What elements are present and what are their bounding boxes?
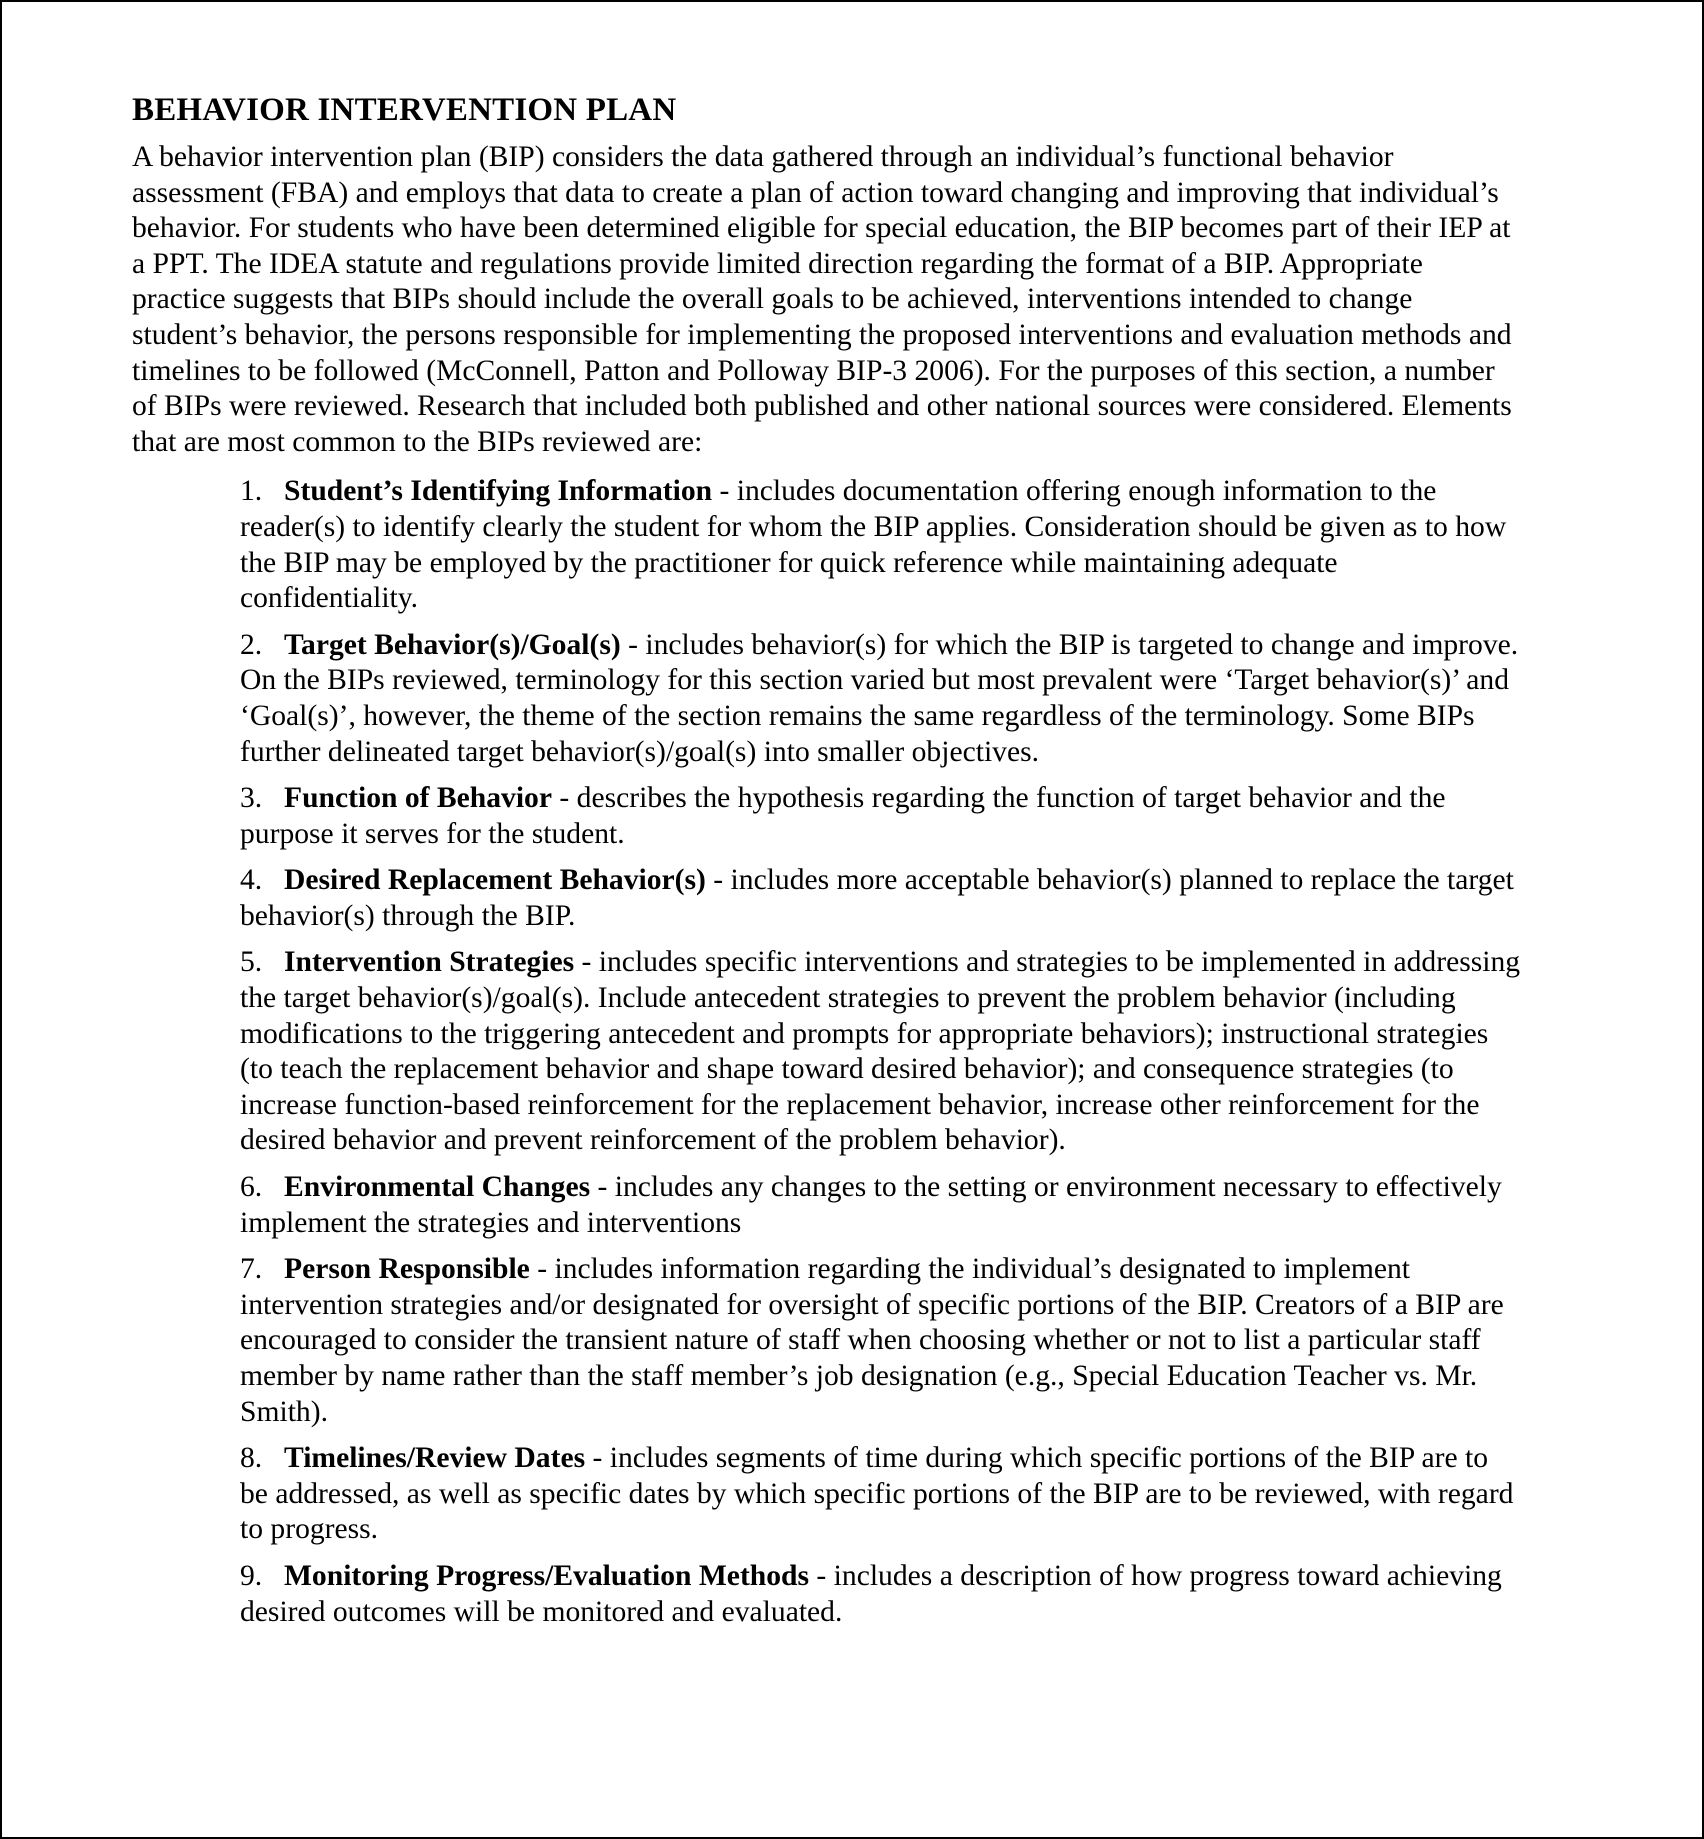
list-item-intervention-strategies [240, 945, 1522, 1159]
item-text: - includes a description of how progress toward achieving desired outcomes will be monitored and evaluated. [240, 1559, 1502, 1628]
item-heading: Person Responsible [284, 1253, 530, 1286]
item-text: - includes documentation offering enough information to the reader(s) to identify clearly the student for whom the BIP applies. Consideration should be given as to how the BIP may be employed by the practitioner for quick reference while maintaining adequate confidentiality. [240, 475, 1507, 615]
list-item-target-behavior [240, 628, 1522, 770]
element-list [132, 474, 1522, 1630]
item-heading: Monitoring Progress/Evaluation Methods [284, 1559, 810, 1592]
item-heading: Environmental Changes [284, 1171, 591, 1204]
item-number: 9. [240, 1559, 263, 1592]
intro-paragraph: A behavior intervention plan (BIP) considers the data gathered through an individual’s functional behavior assessment (FBA) and employs that data to create a plan of action toward changing and improving that individual’s behavior. For students who have been determined eligible for special education, the BIP becomes part of their IEP at a PPT. The IDEA statute and regulations provide limited direction regarding the format of a BIP. Appropriate practice suggests that BIPs should include the overall goals to be achieved, interventions intended to change student’s behavior, the persons responsible for implementing the proposed interventions and evaluation methods and timelines to be followed (McConnell, Patton and Polloway BIP-3 2006). For the purposes of this section, a number of BIPs were reviewed. Research that included both published and other national sources were considered. Elements that are most common to the BIPs reviewed are: [132, 141, 1512, 458]
item-number: 1. [240, 475, 263, 508]
item-text: - includes more acceptable behavior(s) planned to replace the target behavior(s) through the BIP. [240, 864, 1514, 932]
list-item-replacement-behavior [240, 863, 1522, 934]
list-item-function-of-behavior [240, 781, 1522, 852]
item-text: - includes specific interventions and strategies to be implemented in addressing the target behavior(s)/goal(s). Include antecedent strategies to prevent the problem behavior (including modifications to the triggering antecedent and prompts for appropriate behaviors); instructional strategies (to teach the replacement behavior and shape toward desired behavior); and consequence strategies (to increase function-based reinforcement for the replacement behavior, increase other reinforcement for the desired behavior and prevent reinforcement of the problem behavior). [240, 946, 1521, 1157]
item-text: - includes segments of time during which specific portions of the BIP are to be addressed, as well as specific dates by which specific portions of the BIP are to be reviewed, with regard to progress. [240, 1442, 1514, 1546]
item-number: 2. [240, 628, 263, 661]
item-text: - includes any changes to the setting or environment necessary to effectively implement the strategies and interventions [240, 1171, 1502, 1239]
item-text: - includes information regarding the individual’s designated to implement intervention strategies and/or designated for oversight of specific portions of the BIP. Creators of a BIP are encouraged to consider the transient nature of staff when choosing whether or not to list a particular staff member by name rather than the staff member’s job designation (e.g., Special Education Teacher vs. Mr. Smith). [240, 1253, 1504, 1428]
item-number: 8. [240, 1442, 263, 1475]
item-heading: Function of Behavior [284, 782, 552, 815]
list-item-identifying-information [240, 474, 1522, 616]
item-number: 7. [240, 1253, 263, 1286]
item-number: 3. [240, 782, 263, 815]
item-number: 4. [240, 864, 263, 897]
list-item-person-responsible [240, 1252, 1522, 1430]
item-number: 6. [240, 1171, 263, 1204]
item-number: 5. [240, 946, 263, 979]
item-heading: Desired Replacement Behavior(s) [284, 864, 706, 897]
list-item-environmental-changes [240, 1170, 1522, 1241]
item-heading: Student’s Identifying Information [284, 475, 713, 508]
document-content [132, 90, 1522, 1641]
page-title: BEHAVIOR INTERVENTION PLAN [132, 92, 677, 128]
list-item-monitoring-progress [240, 1559, 1522, 1630]
item-text: - includes behavior(s) for which the BIP is targeted to change and improve. On the BIPs reviewed, terminology for this section varied but most prevalent were ‘Target behavior(s)’ and ‘Goal(s)’, however, the theme of the section remains the same regardless of the terminology. Some BIPs further delineated target behavior(s)/goal(s) into smaller objectives. [240, 628, 1519, 768]
list-item-timelines [240, 1441, 1522, 1548]
item-text: - describes the hypothesis regarding the function of target behavior and the purpose it serves for the student. [240, 782, 1446, 850]
item-heading: Target Behavior(s)/Goal(s) [284, 628, 621, 661]
item-heading: Timelines/Review Dates [284, 1442, 586, 1475]
item-heading: Intervention Strategies [284, 946, 575, 979]
